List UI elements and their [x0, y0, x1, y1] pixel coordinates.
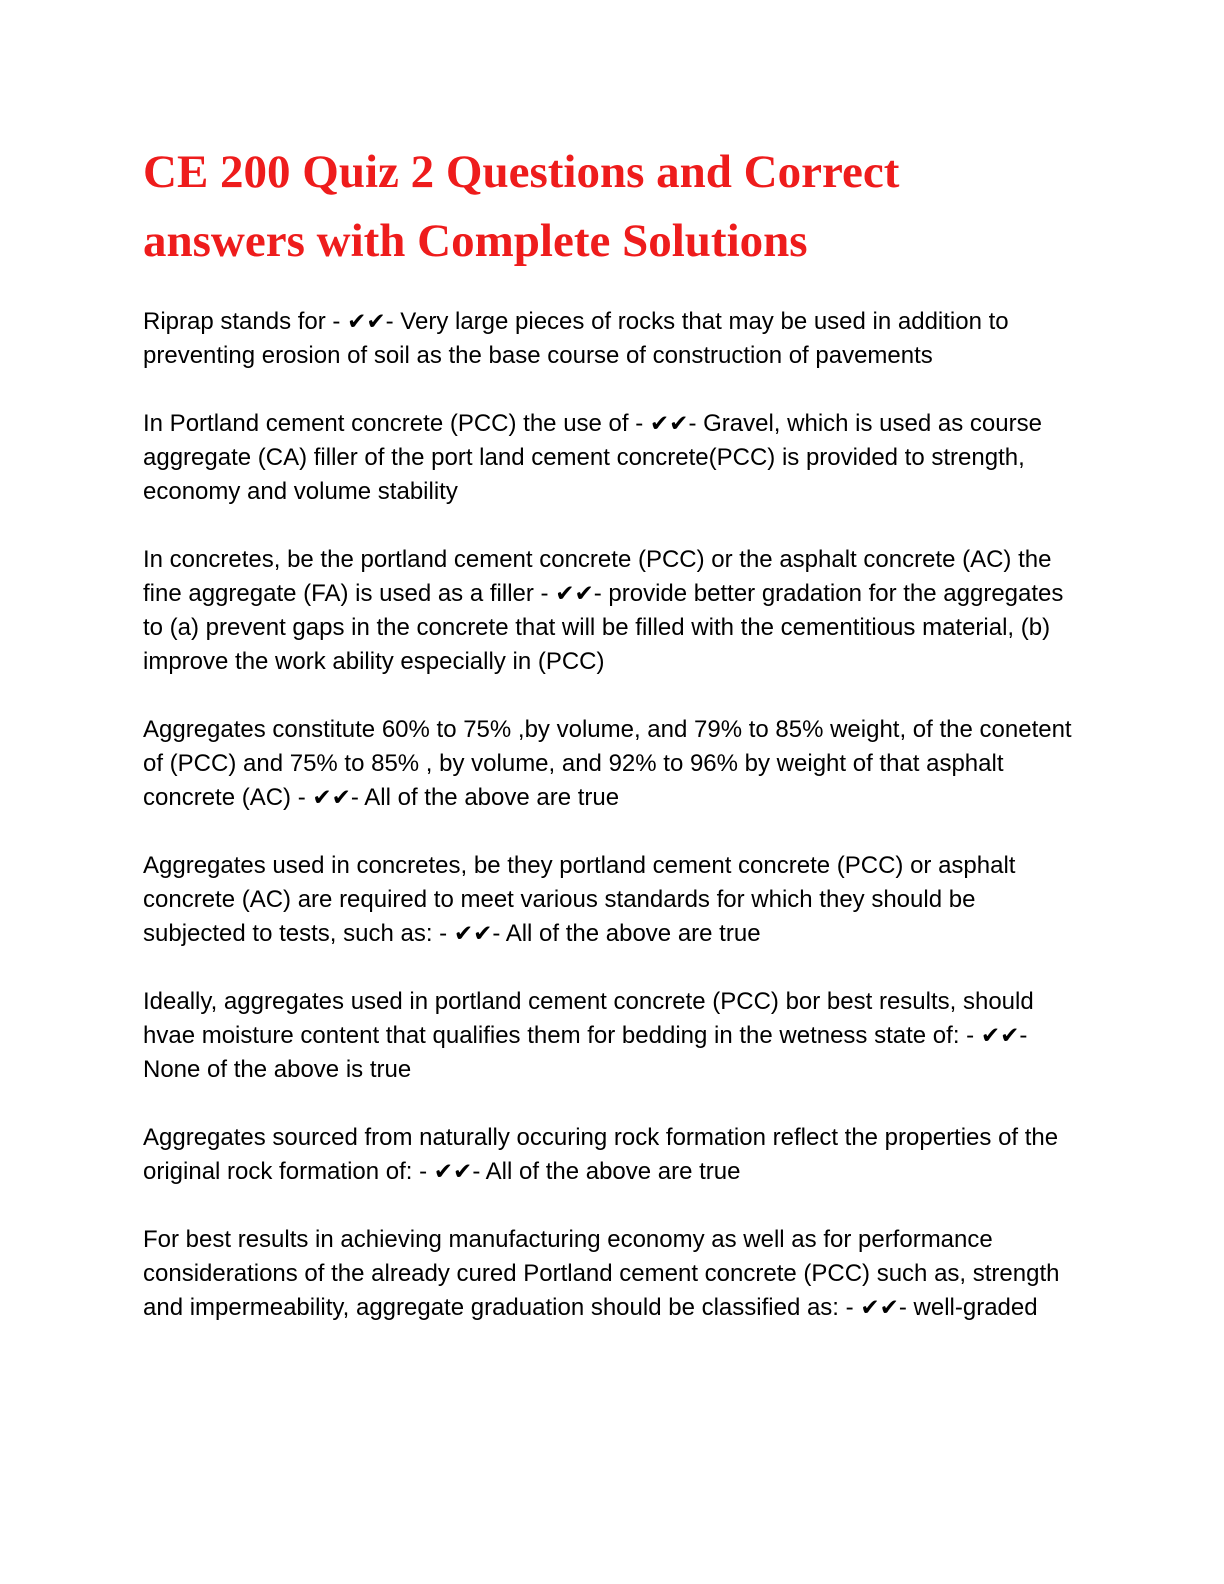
- answer-text: - None of the above is true: [143, 1022, 1028, 1083]
- qa-item-3: [143, 543, 1078, 679]
- check-mark-icon: ✔✔: [860, 1295, 899, 1321]
- question-text: In Portland cement concrete (PCC) the use of -: [143, 410, 650, 437]
- check-mark-icon: ✔✔: [649, 411, 689, 437]
- document-title: CE 200 Quiz 2 Questions and Correct answers with Complete Solutions: [143, 146, 900, 267]
- qa-item-5: [143, 849, 1078, 951]
- qa-item-4: [143, 713, 1078, 815]
- answer-text: - Gravel, which is used as course aggregate (CA) filler of the port land cement concrete(PCC) is provided to strength, economy and volume stability: [143, 410, 1042, 505]
- question-text: Ideally, aggregates used in portland cement concrete (PCC) bor best results, should hvae moisture content that qualifies them for bedding in the wetness state of: -: [143, 988, 1034, 1049]
- check-mark-icon: ✔✔: [555, 581, 594, 607]
- check-mark-icon: ✔✔: [312, 785, 351, 811]
- question-text: Aggregates sourced from naturally occuring rock formation reflect the properties of the original rock formation of: -: [143, 1124, 1059, 1185]
- answer-text: - well-graded: [898, 1294, 1038, 1321]
- question-text: Aggregates constitute 60% to 75% ,by volume, and 79% to 85% weight, of the conetent of (PCC) and 75% to 85% , by volume, and 92% to 96% by weight of that asphalt concrete (AC) -: [143, 716, 1072, 811]
- answer-text: - All of the above are true: [472, 1158, 741, 1185]
- check-mark-icon: ✔✔: [453, 921, 493, 947]
- answer-text: - Very large pieces of rocks that may be used in addition to preventing erosion of soil as the base course of construction of pavements: [143, 308, 1009, 369]
- check-mark-icon: ✔✔: [433, 1159, 473, 1185]
- answer-text: - provide better gradation for the aggregates to (a) prevent gaps in the concrete that will be filled with the cementitious material, (b) improve the work ability especially in (PCC): [143, 580, 1064, 675]
- question-text: Aggregates used in concretes, be they portland cement concrete (PCC) or asphalt concrete (AC) are required to meet various standards for which they should be subjected to tests, such as: -: [143, 852, 1016, 947]
- question-text: Riprap stands for -: [143, 308, 348, 335]
- qa-item-7: [143, 1121, 1078, 1189]
- qa-item-1: [143, 305, 1078, 373]
- qa-item-6: [143, 985, 1078, 1087]
- check-mark-icon: ✔✔: [347, 309, 386, 335]
- question-text: In concretes, be the portland cement concrete (PCC) or the asphalt concrete (AC) the fine aggregate (FA) is used as a filler -: [143, 546, 1052, 607]
- qa-item-8: [143, 1223, 1078, 1325]
- check-mark-icon: ✔✔: [980, 1023, 1020, 1049]
- answer-text: - All of the above are true: [492, 920, 761, 947]
- answer-text: - All of the above are true: [350, 784, 620, 811]
- qa-item-2: [143, 407, 1078, 509]
- question-text: For best results in achieving manufacturing economy as well as for performance considerations of the already cured Portland cement concrete (PCC) such as, strength and impermeability, aggregate graduation should be classified as: -: [143, 1226, 1060, 1321]
- document-page: [143, 138, 1078, 1359]
